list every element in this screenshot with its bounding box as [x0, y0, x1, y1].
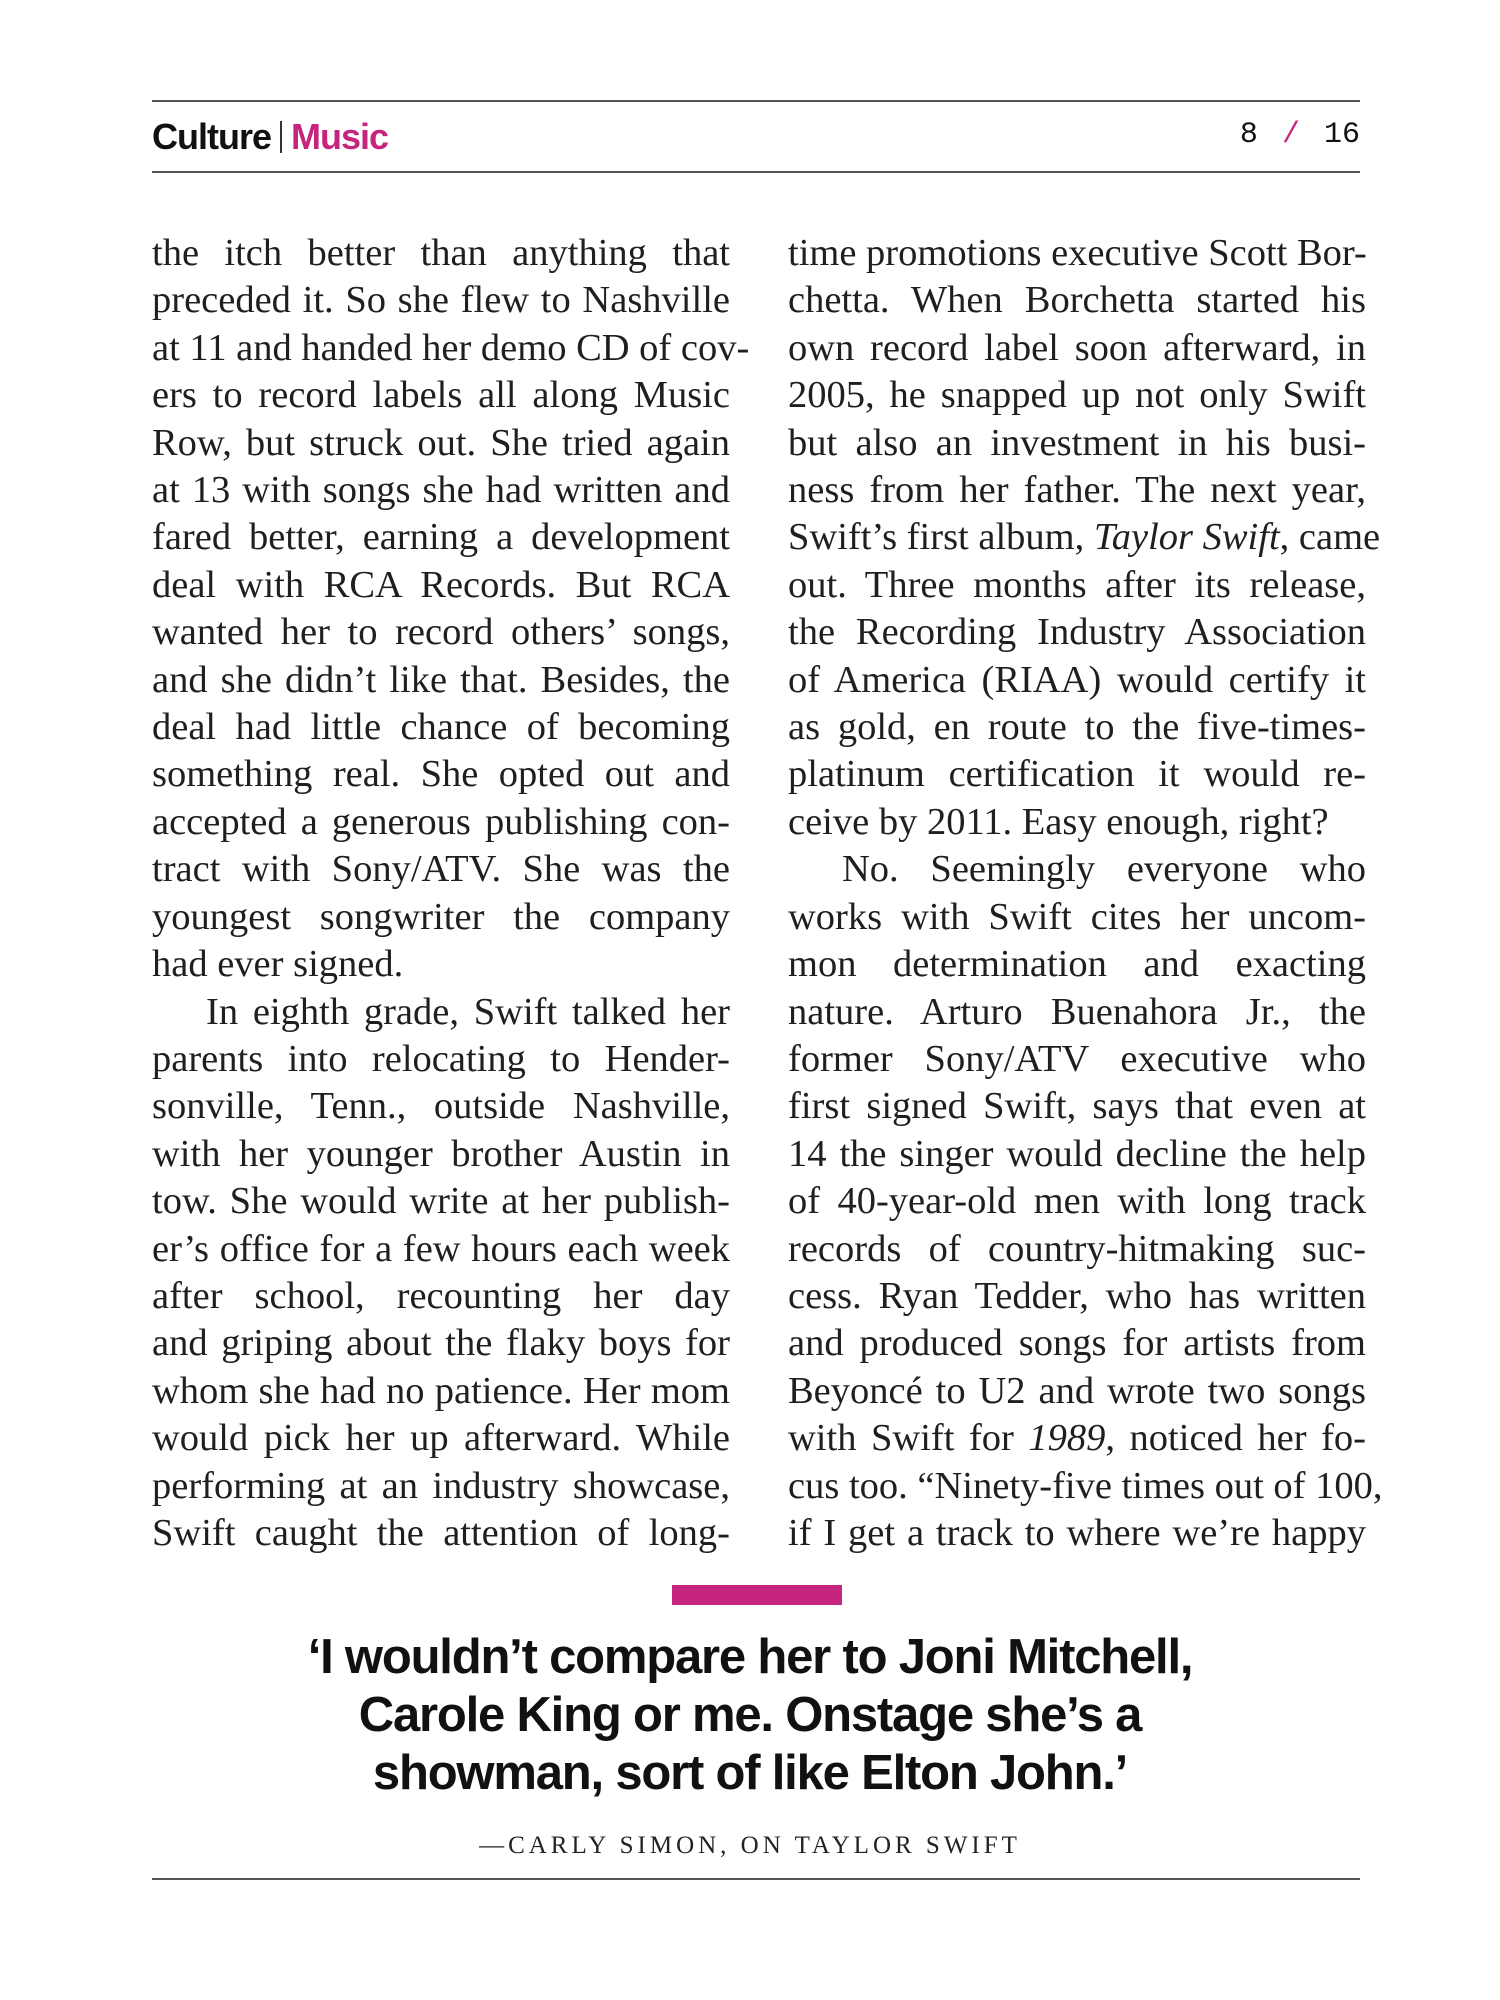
text-line: and produced songs for artists from: [788, 1322, 1366, 1365]
text-line: Beyoncé to U2 and wrote two songs: [788, 1369, 1366, 1412]
subsection-name: Music: [291, 116, 389, 157]
page-header: [152, 108, 1360, 164]
text-line: of America (RIAA) would certify it: [788, 658, 1366, 701]
text-line: accepted a generous publishing con-: [152, 800, 730, 843]
text-line: platinum certification it would re-: [788, 753, 1366, 796]
pullquote-line: ‘I wouldn’t compare her to Joni Mitchell,: [307, 1630, 1193, 1684]
text-segment: , noticed her fo-: [1105, 1417, 1366, 1460]
text-line: former Sony/ATV executive who: [788, 1037, 1366, 1080]
text-line: cus too. “Ninety-five times out of 100,: [788, 1464, 1383, 1507]
text-line: works with Swift cites her uncom-: [788, 895, 1366, 938]
text-line: mon determination and exacting: [788, 943, 1366, 986]
text-line: out. Three months after its release,: [788, 563, 1366, 606]
page-current: 8: [1239, 118, 1258, 152]
text-line: with her younger brother Austin in: [152, 1132, 730, 1175]
text-line: youngest songwriter the company: [152, 895, 730, 938]
text-line: after school, recounting her day: [152, 1274, 730, 1317]
text-line: fared better, earning a development: [152, 516, 730, 559]
text-line: performing at an industry showcase,: [152, 1464, 730, 1507]
text-line: at 13 with songs she had written and: [152, 469, 730, 512]
text-line: records of country-hitmaking suc-: [788, 1227, 1366, 1270]
text-segment: Swift’s first album,: [788, 516, 1085, 559]
text-line: and griping about the flaky boys for: [152, 1322, 730, 1365]
text-line: Row, but struck out. She tried again: [152, 421, 730, 464]
text-line: the itch better than anything that: [152, 232, 730, 274]
pullquote-line: Carole King or me. Onstage she’s a: [358, 1688, 1142, 1742]
section-label: [152, 116, 388, 158]
text-line: time promotions executive Scott Bor-: [788, 232, 1367, 274]
text-line: and she didn’t like that. Besides, the: [152, 658, 730, 701]
article-column-left: [152, 230, 750, 1557]
top-rule: [152, 100, 1360, 102]
text-line: Swift caught the attention of long-: [152, 1511, 730, 1554]
album-title: 1989: [1028, 1417, 1106, 1460]
text-segment: , came: [1279, 516, 1381, 559]
text-line: ceive by 2011. Easy enough, right?: [788, 800, 1329, 843]
text-line: of 40-year-old men with long track: [788, 1180, 1366, 1223]
text-line: if I get a track to where we’re happy: [788, 1511, 1366, 1554]
text-line: In eighth grade, Swift talked her: [206, 990, 730, 1033]
page-indicator: [1240, 118, 1360, 152]
text-line: 14 the singer would decline the help: [788, 1132, 1366, 1175]
text-line: whom she had no patience. Her mom: [152, 1369, 730, 1412]
text-line: er’s office for a few hours each week: [152, 1227, 730, 1270]
text-line: tract with Sony/ATV. She was the: [152, 848, 730, 891]
pullquote-line: showman, sort of like Elton John.’: [372, 1746, 1128, 1800]
header-rule: [152, 171, 1360, 173]
bottom-rule: [152, 1878, 1360, 1880]
text-line: chetta. When Borchetta started his: [788, 279, 1366, 322]
pullquote: [200, 1628, 1300, 1802]
section-divider: [280, 121, 282, 153]
text-line: sonville, Tenn., outside Nashville,: [152, 1085, 730, 1128]
section-name: Culture: [152, 116, 271, 157]
text-line: ers to record labels all along Music: [152, 374, 730, 417]
text-line: ness from her father. The next year,: [788, 469, 1366, 512]
text-line: would pick her up afterward. While: [152, 1417, 730, 1460]
text-line: preceded it. So she flew to Nashville: [152, 279, 730, 322]
text-segment: with Swift for: [788, 1417, 1014, 1460]
page-total: 16: [1323, 118, 1360, 152]
text-line: cess. Ryan Tedder, who has written: [788, 1274, 1366, 1317]
text-line: deal with RCA Records. But RCA: [152, 563, 730, 606]
text-line: No. Seemingly everyone who: [842, 848, 1366, 891]
text-line: the Recording Industry Association: [788, 611, 1366, 654]
text-line: parents into relocating to Hender-: [152, 1037, 730, 1080]
page-separator: /: [1281, 118, 1300, 152]
text-line: own record label soon afterward, in: [788, 326, 1366, 369]
text-line: first signed Swift, says that even at: [788, 1085, 1366, 1128]
text-line: as gold, en route to the five-times-: [788, 706, 1366, 749]
text-line: tow. She would write at her publish-: [152, 1180, 730, 1223]
text-line: something real. She opted out and: [152, 753, 730, 796]
album-title: Taylor Swift: [1093, 516, 1280, 559]
pullquote-attribution: —CARLY SIMON, ON TAYLOR SWIFT: [479, 1832, 1021, 1859]
text-line: 2005, he snapped up not only Swift: [788, 374, 1366, 417]
text-line: but also an investment in his busi-: [788, 421, 1366, 464]
text-line: [788, 514, 1381, 561]
text-line: nature. Arturo Buenahora Jr., the: [788, 990, 1366, 1033]
text-line: [788, 1415, 1366, 1462]
pullquote-accent-bar: [672, 1585, 842, 1605]
text-line: had ever signed.: [152, 943, 404, 986]
article-column-right: [788, 230, 1383, 1557]
text-line: wanted her to record others’ songs,: [152, 611, 730, 654]
text-line: at 11 and handed her demo CD of cov-: [152, 326, 750, 369]
text-line: deal had little chance of becoming: [152, 706, 730, 749]
